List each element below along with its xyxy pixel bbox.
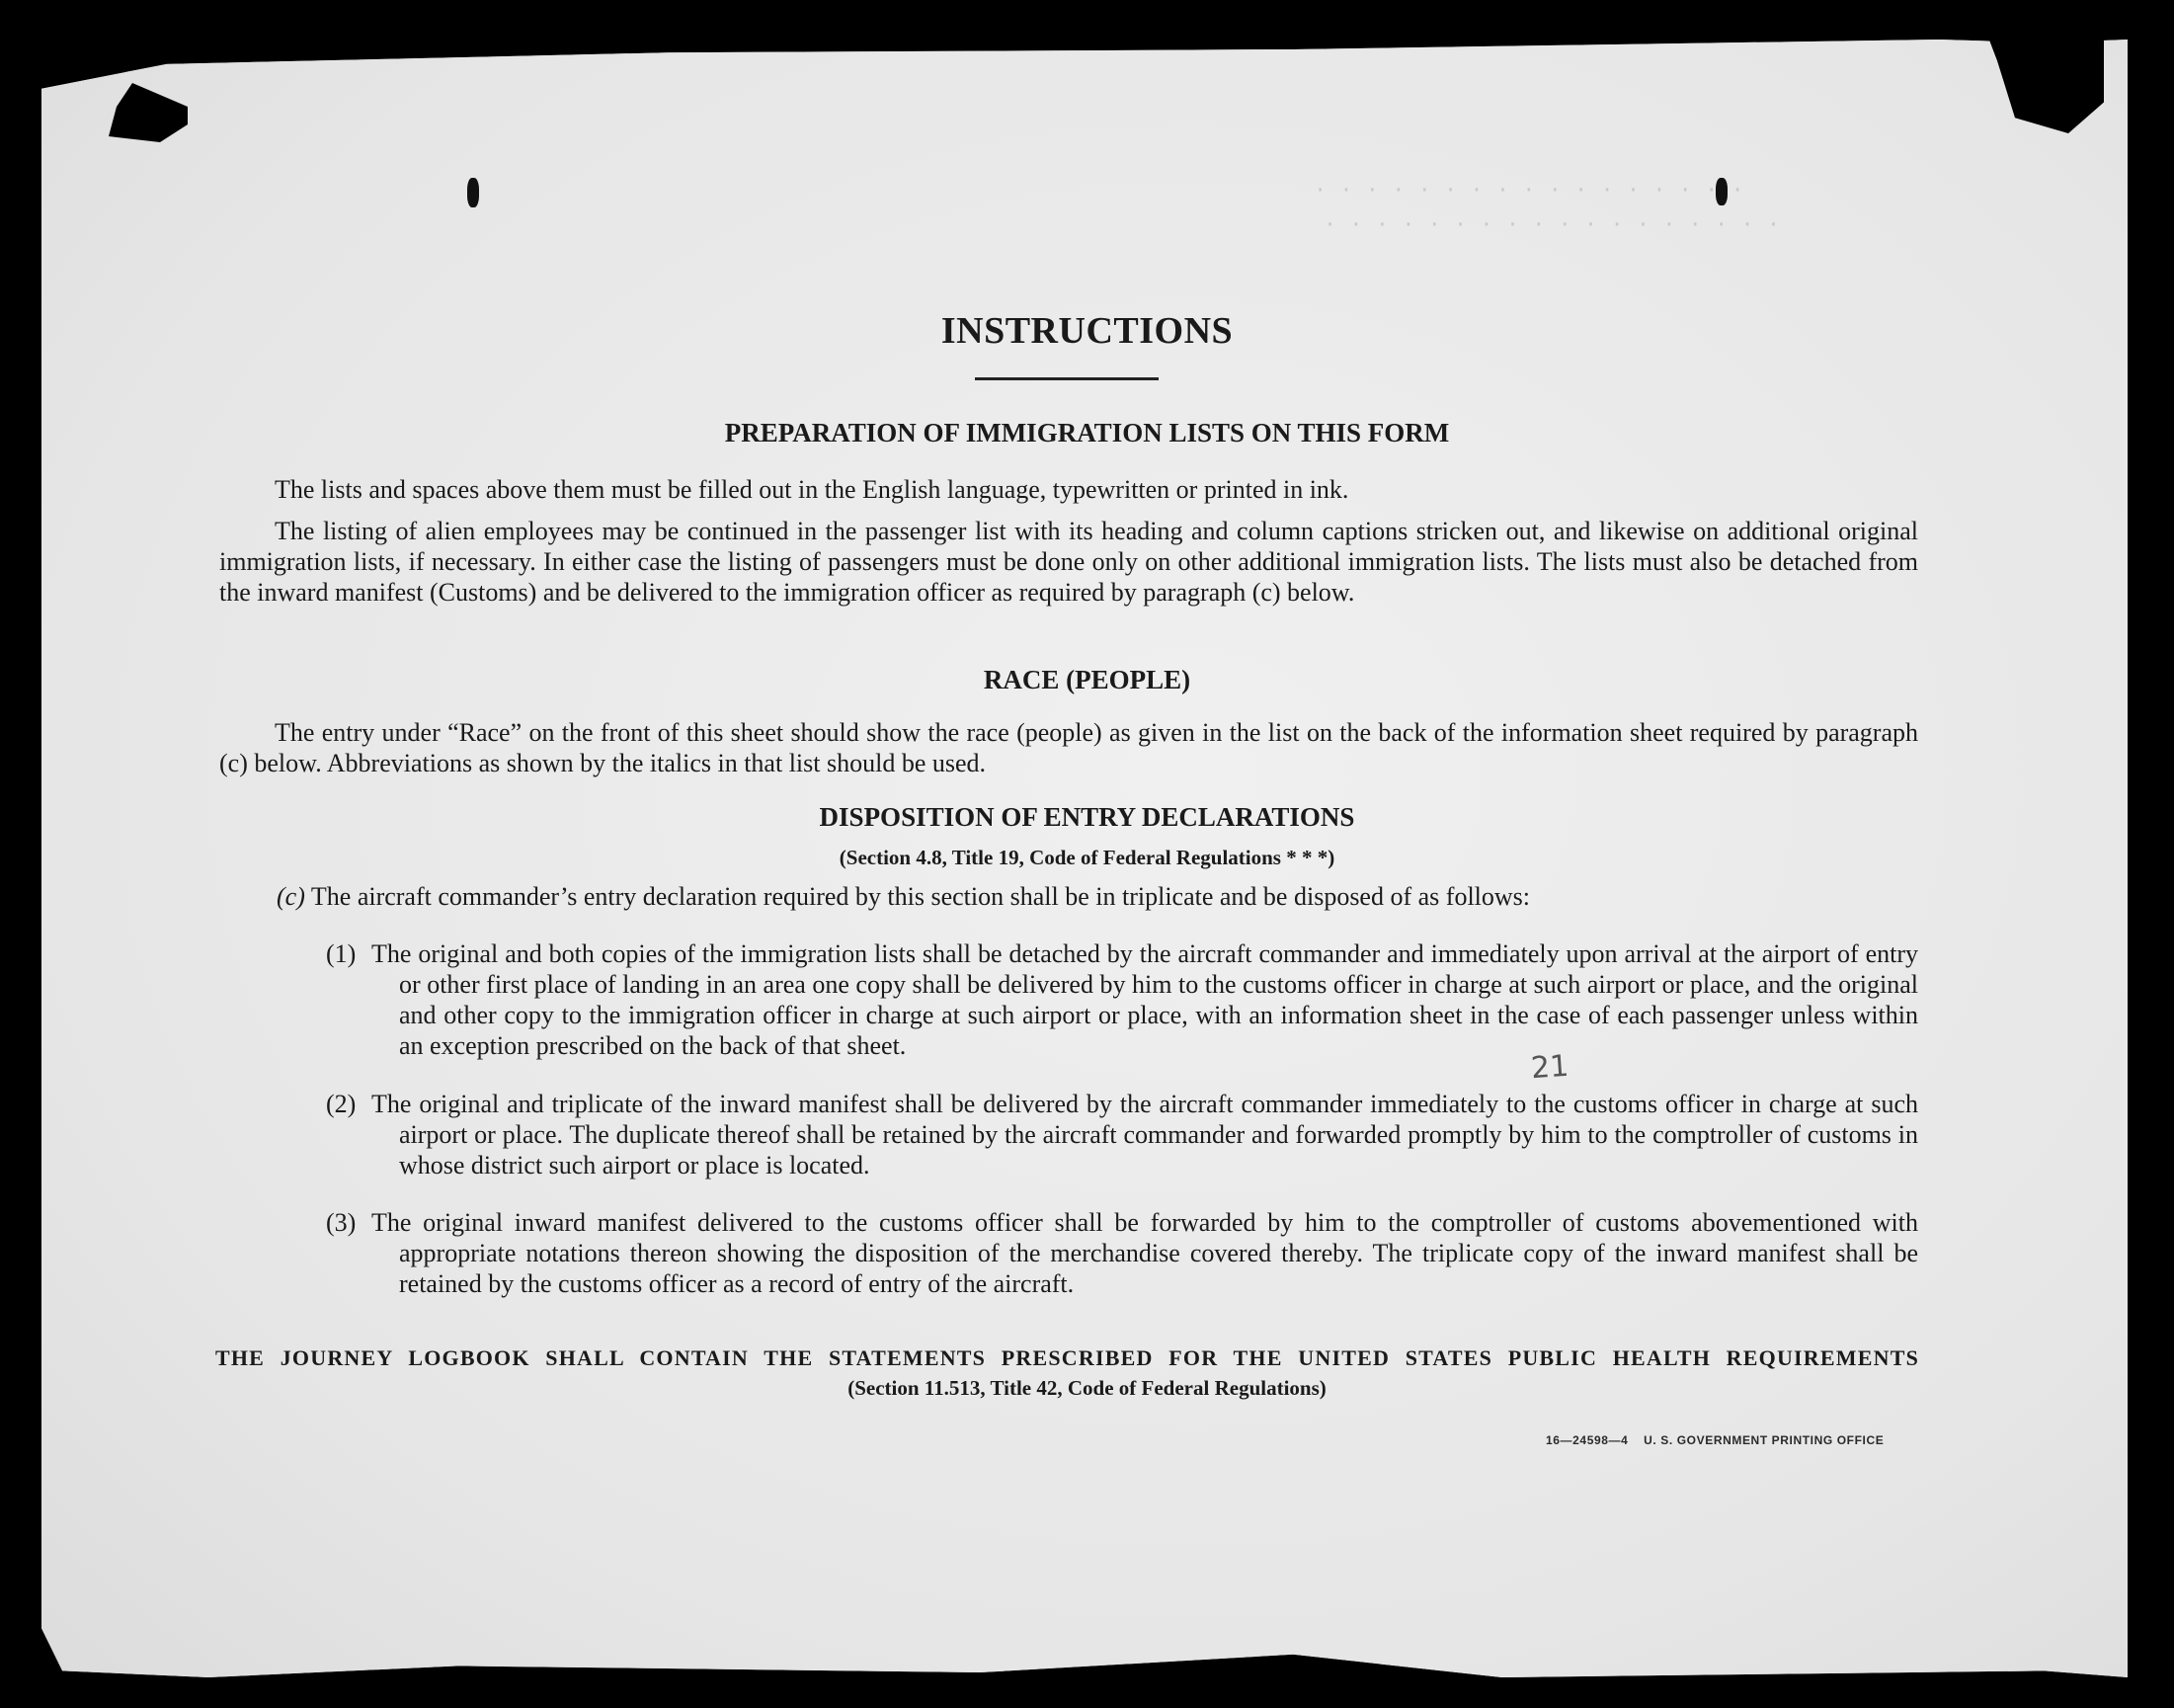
printer-imprint — [1546, 1433, 1884, 1447]
disposition-reference: (Section 4.8, Title 19, Code of Federal Regulations * * *) — [839, 846, 1335, 869]
form-number: 16—24598—4 — [1546, 1433, 1629, 1447]
intro-text: The aircraft commander’s entry declaration required by this section shall be in triplicate and be disposed of as follows: — [310, 882, 1531, 911]
heading-preparation: PREPARATION OF IMMIGRATION LISTS ON THIS FORM — [724, 418, 1450, 447]
disposition-intro — [277, 881, 1530, 912]
paragraph-preparation-1: The lists and spaces above them must be filled out in the English language, typewritten or printed in ink. — [275, 475, 1349, 504]
item-text: The original inward manifest delivered to the customs officer shall be forwarded by him to the comptroller of customs abovementioned with appropriate notations thereon showing the disposition of the merchandise covered thereby. The triplicate copy of the inward manifest shall be retained by the customs officer as a record of entry of the aircraft. — [371, 1208, 1918, 1298]
footer-statement: THE JOURNEY LOGBOOK SHALL CONTAIN THE STATEMENTS PRESCRIBED FOR THE UNITED STATES PUBLIC HEALTH REQUIREMENTS — [215, 1345, 1919, 1370]
intro-label: (c) — [277, 882, 305, 911]
heading-disposition: DISPOSITION OF ENTRY DECLARATIONS — [819, 802, 1355, 832]
item-text: The original and triplicate of the inward manifest shall be delivered by the aircraft commander immediately to the customs officer in charge at such airport or place. The duplicate thereof shall be retained by the aircraft commander and forwarded promptly by him to the comptroller of customs in whose district such airport or place is located. — [371, 1090, 1918, 1179]
item-number: (3) — [326, 1208, 357, 1237]
bleed-through-text: · · · · · · · · · · · · · · · · · · — [1324, 212, 1781, 237]
printer-name: U. S. GOVERNMENT PRINTING OFFICE — [1644, 1433, 1885, 1447]
item-number: (1) — [326, 939, 357, 968]
punch-hole-left — [467, 178, 479, 207]
disposition-item-1 — [326, 938, 1918, 1061]
heading-race: RACE (PEOPLE) — [983, 665, 1191, 694]
bleed-through-text: · · · · · · · · · · · · · · · · · — [1314, 178, 1744, 203]
footer-reference: (Section 11.513, Title 42, Code of Federal Regulations) — [847, 1376, 1327, 1400]
disposition-item-3 — [326, 1207, 1918, 1299]
paragraph-race: The entry under “Race” on the front of this sheet should show the race (people) as given in the list on the back of the information sheet required by paragraph (c) below. Abbreviations as shown by the italics in that list should be used. — [219, 718, 1918, 777]
disposition-item-2 — [326, 1089, 1918, 1180]
title-underline — [975, 377, 1159, 380]
paragraph-preparation-2: The listing of alien employees may be continued in the passenger list with its heading and column captions stricken out, and likewise on additional original immigration lists, if necessary. In either case the listing of passengers must be done only on other additional immigration lists. The lists must also be detached from the inward manifest (Customs) and be delivered to the immigration officer as required by paragraph (c) below. — [219, 517, 1918, 607]
item-text: The original and both copies of the immigration lists shall be detached by the aircraft commander and immediately upon arrival at the airport of entry or other first place of landing in an area one copy shall be delivered by him to the customs officer in charge at such airport or place, and the original and other copy to the immigration officer in charge at such airport or place, with an information sheet in the case of each passenger unless within an exception prescribed on the back of that sheet. — [371, 939, 1918, 1060]
page-title: INSTRUCTIONS — [940, 310, 1234, 352]
item-number: (2) — [326, 1090, 357, 1118]
handwritten-mark: 21 — [1529, 1048, 1570, 1087]
